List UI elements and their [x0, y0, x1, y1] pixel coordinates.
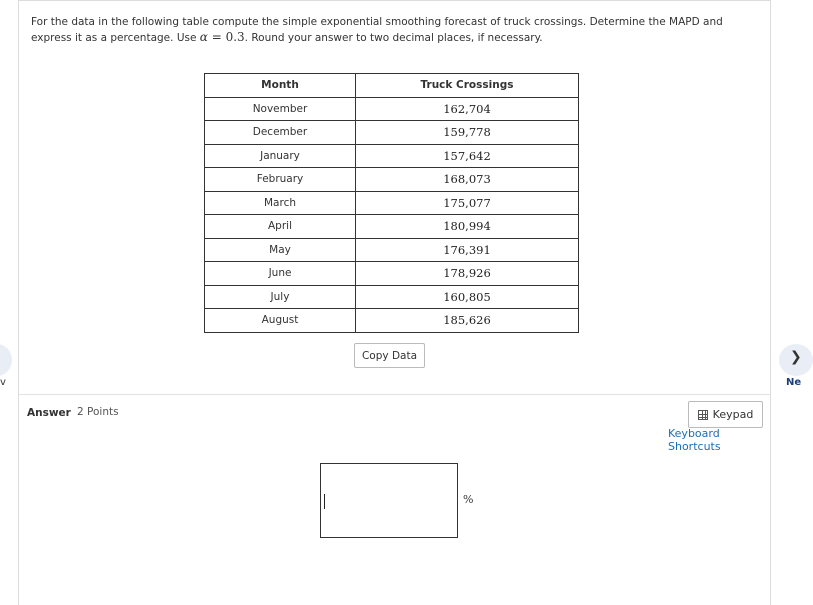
- crossings-cell: 176,391: [356, 238, 579, 262]
- table-header-row: [205, 74, 579, 98]
- crossings-cell: 185,626: [356, 309, 579, 333]
- crossings-cell: 168,073: [356, 168, 579, 192]
- question-text: [31, 15, 756, 46]
- month-cell: July: [205, 285, 356, 309]
- crossings-cell: 160,805: [356, 285, 579, 309]
- crossings-cell: 175,077: [356, 191, 579, 215]
- truck-crossings-table: [204, 73, 579, 333]
- month-cell: November: [205, 97, 356, 121]
- month-cell: February: [205, 168, 356, 192]
- month-cell: January: [205, 144, 356, 168]
- crossings-cell: 180,994: [356, 215, 579, 239]
- keyboard-shortcuts-link[interactable]: Keyboard Shortcuts: [668, 427, 721, 453]
- answer-input[interactable]: [320, 463, 458, 538]
- alpha-expression: [200, 30, 245, 44]
- next-chevron-icon: ❯: [790, 349, 802, 365]
- keypad-label: Keypad: [712, 408, 754, 421]
- table-row: [205, 309, 579, 333]
- copy-data-button[interactable]: Copy Data: [354, 343, 425, 368]
- month-cell: April: [205, 215, 356, 239]
- crossings-cell: 162,704: [356, 97, 579, 121]
- table-row: [205, 144, 579, 168]
- percent-unit: %: [463, 493, 474, 506]
- table-row: [205, 215, 579, 239]
- question-text-part2: . Round your answer to two decimal places, if necessary.: [244, 32, 543, 44]
- keypad-grid-icon: [698, 410, 708, 420]
- header-truck-crossings: Truck Crossings: [356, 74, 579, 98]
- previous-label[interactable]: v: [0, 377, 6, 388]
- table-row: [205, 121, 579, 145]
- month-cell: June: [205, 262, 356, 286]
- table-row: [205, 97, 579, 121]
- crossings-cell: 159,778: [356, 121, 579, 145]
- table-row: [205, 238, 579, 262]
- next-label[interactable]: Ne: [786, 377, 802, 388]
- month-cell: August: [205, 309, 356, 333]
- section-divider: [19, 394, 770, 395]
- question-text-part1: For the data in the following table compute the simple exponential smoothing forecast of truck crossings. Determine the MAPD and express it as a percentage. Use: [31, 16, 723, 44]
- month-cell: March: [205, 191, 356, 215]
- header-month: Month: [205, 74, 356, 98]
- answer-label: Answer: [27, 407, 71, 419]
- table-row: [205, 168, 579, 192]
- month-cell: December: [205, 121, 356, 145]
- crossings-cell: 178,926: [356, 262, 579, 286]
- crossings-cell: 157,642: [356, 144, 579, 168]
- question-panel: [18, 0, 771, 605]
- alpha-value: = 0.3: [207, 30, 245, 44]
- previous-button[interactable]: [0, 344, 12, 376]
- points-label: 2 Points: [77, 406, 119, 418]
- table-row: [205, 262, 579, 286]
- text-caret: [324, 494, 325, 509]
- keypad-button[interactable]: [688, 401, 763, 428]
- table-row: [205, 191, 579, 215]
- month-cell: May: [205, 238, 356, 262]
- alpha-symbol: α: [199, 30, 208, 44]
- table-row: [205, 285, 579, 309]
